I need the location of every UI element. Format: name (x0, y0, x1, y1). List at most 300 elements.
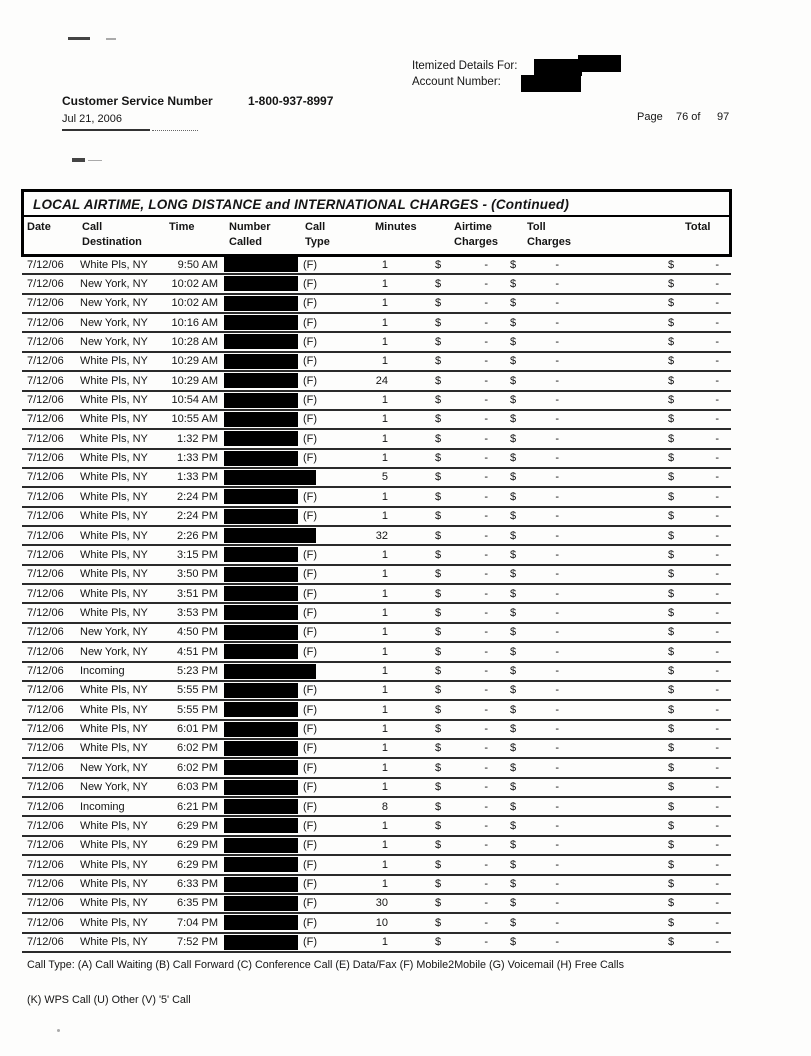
total-amount: - (715, 374, 719, 387)
col-called: Called (229, 236, 263, 248)
call-date: 7/12/06 (27, 316, 64, 329)
total-currency-symbol: $ (668, 335, 675, 348)
call-row (22, 430, 731, 449)
call-time: 6:29 PM (177, 858, 218, 871)
call-type: (F) (303, 703, 318, 716)
airtime-currency-symbol: $ (435, 413, 442, 426)
total-currency-symbol: $ (668, 645, 675, 658)
airtime-currency-symbol: $ (435, 316, 442, 329)
call-time: 6:33 PM (177, 878, 218, 890)
call-row (22, 275, 731, 294)
airtime-currency-symbol: $ (435, 471, 442, 484)
redacted-number-box (224, 296, 298, 311)
call-row (22, 527, 731, 546)
total-amount: - (715, 394, 719, 407)
call-time: 7:04 PM (177, 916, 218, 929)
total-amount: - (715, 277, 719, 290)
call-date: 7/12/06 (27, 897, 64, 910)
total-currency-symbol: $ (668, 684, 675, 697)
call-type: (F) (303, 839, 318, 852)
redacted-number-box (224, 586, 298, 601)
toll-currency-symbol: $ (510, 819, 517, 832)
scan-mark (88, 160, 102, 161)
call-row (22, 876, 731, 895)
call-row (22, 450, 731, 469)
total-amount: - (715, 703, 719, 716)
total-amount: - (715, 936, 719, 949)
call-minutes: 1 (381, 568, 388, 581)
toll-currency-symbol: $ (510, 916, 517, 929)
redacted-number-box (224, 451, 298, 466)
call-destination: White Pls, NY (80, 374, 148, 387)
scan-mark (106, 38, 116, 40)
redacted-number-box (224, 276, 298, 291)
airtime-currency-symbol: $ (435, 335, 442, 348)
call-minutes: 1 (381, 548, 388, 561)
call-destination: White Pls, NY (80, 684, 148, 697)
airtime-currency-symbol: $ (435, 587, 442, 600)
call-type: (F) (303, 800, 318, 813)
total-currency-symbol: $ (668, 297, 675, 310)
scan-underline (62, 129, 150, 131)
call-row (22, 759, 731, 778)
col-minutes: Minutes (375, 221, 417, 233)
call-destination: New York, NY (80, 626, 148, 639)
toll-currency-symbol: $ (510, 800, 517, 813)
call-minutes: 1 (381, 761, 388, 774)
toll-currency-symbol: $ (510, 665, 517, 678)
total-amount: - (715, 297, 719, 310)
total-amount: - (715, 510, 719, 523)
call-destination: White Pls, NY (80, 606, 148, 619)
airtime-amount: - (484, 626, 488, 639)
redacted-number-box (224, 683, 298, 698)
call-minutes: 1 (381, 587, 388, 600)
call-destination: White Pls, NY (80, 819, 148, 832)
page-total: 97 (717, 111, 730, 123)
toll-currency-symbol: $ (510, 548, 517, 561)
call-minutes: 1 (381, 742, 388, 755)
toll-currency-symbol: $ (510, 723, 517, 736)
call-type: (F) (303, 297, 318, 310)
call-row (22, 333, 731, 352)
toll-currency-symbol: $ (510, 761, 517, 774)
call-minutes: 10 (375, 916, 388, 929)
total-amount: - (715, 819, 719, 832)
total-amount: - (715, 742, 719, 755)
total-currency-symbol: $ (668, 800, 675, 813)
call-row (22, 837, 731, 856)
total-currency-symbol: $ (668, 452, 675, 465)
airtime-amount: - (484, 761, 488, 774)
call-row (22, 392, 731, 411)
toll-amount: - (555, 277, 559, 290)
redacted-number-box (224, 547, 298, 562)
call-minutes: 1 (381, 858, 388, 871)
call-destination: Incoming (80, 800, 125, 813)
call-row (22, 546, 731, 565)
total-currency-symbol: $ (668, 471, 675, 484)
total-amount: - (715, 878, 719, 890)
toll-currency-symbol: $ (510, 413, 517, 426)
toll-currency-symbol: $ (510, 277, 517, 290)
call-type: (F) (303, 548, 318, 561)
airtime-amount: - (484, 897, 488, 910)
total-amount: - (715, 258, 719, 271)
call-minutes: 30 (375, 897, 388, 910)
airtime-currency-symbol: $ (435, 645, 442, 658)
call-minutes: 1 (381, 839, 388, 852)
total-amount: - (715, 490, 719, 503)
total-amount: - (715, 684, 719, 697)
call-time: 6:29 PM (177, 839, 218, 852)
call-minutes: 32 (375, 529, 388, 542)
redacted-number-box (224, 915, 298, 930)
call-row (22, 314, 731, 333)
call-destination: White Pls, NY (80, 355, 148, 368)
call-type: (F) (303, 858, 318, 871)
call-date: 7/12/06 (27, 723, 64, 736)
airtime-amount: - (484, 665, 488, 678)
redacted-number-box (224, 528, 316, 543)
airtime-currency-symbol: $ (435, 452, 442, 465)
call-date: 7/12/06 (27, 761, 64, 774)
call-destination: White Pls, NY (80, 529, 148, 542)
call-row (22, 469, 731, 488)
call-date: 7/12/06 (27, 587, 64, 600)
call-date: 7/12/06 (27, 258, 64, 271)
call-row (22, 585, 731, 604)
call-time: 3:51 PM (177, 587, 218, 600)
statement-date: Jul 21, 2006 (62, 113, 122, 125)
call-date: 7/12/06 (27, 335, 64, 348)
toll-amount: - (555, 800, 559, 813)
airtime-currency-symbol: $ (435, 490, 442, 503)
call-minutes: 1 (381, 936, 388, 949)
call-row (22, 701, 731, 720)
total-amount: - (715, 916, 719, 929)
toll-amount: - (555, 374, 559, 387)
total-currency-symbol: $ (668, 781, 675, 794)
call-type: (F) (303, 626, 318, 639)
toll-currency-symbol: $ (510, 703, 517, 716)
call-time: 5:23 PM (177, 665, 218, 678)
call-type: (F) (303, 781, 318, 794)
redacted-number-box (224, 664, 316, 679)
toll-currency-symbol: $ (510, 742, 517, 755)
call-type: (F) (303, 568, 318, 581)
call-time: 3:50 PM (177, 568, 218, 581)
total-amount: - (715, 587, 719, 600)
toll-amount: - (555, 723, 559, 736)
call-row (22, 817, 731, 836)
call-destination: White Pls, NY (80, 936, 148, 949)
total-amount: - (715, 471, 719, 484)
call-date: 7/12/06 (27, 471, 64, 484)
call-destination: White Pls, NY (80, 394, 148, 407)
redacted-number-box (224, 760, 298, 775)
airtime-currency-symbol: $ (435, 355, 442, 368)
toll-amount: - (555, 839, 559, 852)
total-currency-symbol: $ (668, 878, 675, 890)
col-toll: Toll (527, 221, 546, 233)
call-date: 7/12/06 (27, 394, 64, 407)
call-row (22, 353, 731, 372)
call-minutes: 1 (381, 432, 388, 445)
total-currency-symbol: $ (668, 490, 675, 503)
redacted-number-box (224, 489, 298, 504)
total-amount: - (715, 626, 719, 639)
call-date: 7/12/06 (27, 800, 64, 813)
redacted-number-box (224, 373, 298, 388)
call-type: (F) (303, 684, 318, 697)
table-title: LOCAL AIRTIME, LONG DISTANCE and INTERNATIONAL CHARGES - (Continued) (24, 192, 729, 217)
toll-currency-symbol: $ (510, 452, 517, 465)
call-minutes: 1 (381, 413, 388, 426)
call-type: (F) (303, 510, 318, 523)
call-time: 1:32 PM (177, 432, 218, 445)
call-destination: White Pls, NY (80, 878, 148, 890)
call-minutes: 1 (381, 297, 388, 310)
toll-currency-symbol: $ (510, 297, 517, 310)
call-row (22, 895, 731, 914)
airtime-amount: - (484, 529, 488, 542)
total-currency-symbol: $ (668, 355, 675, 368)
total-currency-symbol: $ (668, 916, 675, 929)
total-currency-symbol: $ (668, 819, 675, 832)
call-date: 7/12/06 (27, 432, 64, 445)
call-date: 7/12/06 (27, 355, 64, 368)
redacted-number-box (224, 257, 298, 272)
total-currency-symbol: $ (668, 858, 675, 871)
call-type: (F) (303, 606, 318, 619)
call-type: (F) (303, 490, 318, 503)
redacted-number-box (224, 334, 298, 349)
toll-currency-symbol: $ (510, 587, 517, 600)
toll-currency-symbol: $ (510, 529, 517, 542)
call-destination: White Pls, NY (80, 858, 148, 871)
toll-currency-symbol: $ (510, 335, 517, 348)
toll-currency-symbol: $ (510, 394, 517, 407)
call-type: (F) (303, 394, 318, 407)
call-time: 10:29 AM (171, 355, 218, 368)
total-currency-symbol: $ (668, 703, 675, 716)
toll-currency-symbol: $ (510, 858, 517, 871)
call-date: 7/12/06 (27, 529, 64, 542)
airtime-currency-symbol: $ (435, 723, 442, 736)
total-currency-symbol: $ (668, 761, 675, 774)
redacted-number-box (224, 354, 298, 369)
redacted-number-box (224, 625, 298, 640)
total-amount: - (715, 413, 719, 426)
call-destination: New York, NY (80, 277, 148, 290)
total-amount: - (715, 800, 719, 813)
call-destination: White Pls, NY (80, 568, 148, 581)
call-type: (F) (303, 819, 318, 832)
airtime-amount: - (484, 742, 488, 755)
call-row (22, 508, 731, 527)
call-destination: New York, NY (80, 781, 148, 794)
toll-currency-symbol: $ (510, 258, 517, 271)
total-amount: - (715, 335, 719, 348)
call-time: 10:28 AM (171, 335, 218, 348)
airtime-currency-symbol: $ (435, 858, 442, 871)
toll-amount: - (555, 529, 559, 542)
call-destination: White Pls, NY (80, 587, 148, 600)
call-destination: White Pls, NY (80, 258, 148, 271)
call-date: 7/12/06 (27, 413, 64, 426)
call-minutes: 1 (381, 703, 388, 716)
airtime-amount: - (484, 452, 488, 465)
airtime-amount: - (484, 587, 488, 600)
airtime-amount: - (484, 277, 488, 290)
call-time: 6:21 PM (177, 800, 218, 813)
col-date: Date (27, 221, 51, 233)
redacted-name-box (534, 59, 582, 76)
airtime-amount: - (484, 878, 488, 890)
toll-currency-symbol: $ (510, 645, 517, 658)
airtime-currency-symbol: $ (435, 819, 442, 832)
toll-amount: - (555, 645, 559, 658)
call-time: 1:33 PM (177, 452, 218, 465)
airtime-amount: - (484, 839, 488, 852)
call-row (22, 914, 731, 933)
redacted-number-box (224, 702, 298, 717)
call-time: 10:02 AM (171, 297, 218, 310)
call-destination: New York, NY (80, 761, 148, 774)
toll-currency-symbol: $ (510, 878, 517, 890)
call-type: (F) (303, 723, 318, 736)
call-time: 6:29 PM (177, 819, 218, 832)
call-row (22, 604, 731, 623)
total-currency-symbol: $ (668, 897, 675, 910)
airtime-amount: - (484, 819, 488, 832)
airtime-currency-symbol: $ (435, 703, 442, 716)
call-time: 2:24 PM (177, 510, 218, 523)
total-amount: - (715, 665, 719, 678)
call-type: (F) (303, 742, 318, 755)
toll-amount: - (555, 490, 559, 503)
airtime-amount: - (484, 471, 488, 484)
call-rows (22, 256, 731, 953)
customer-service-number: 1-800-937-8997 (248, 94, 334, 108)
call-date: 7/12/06 (27, 781, 64, 794)
airtime-currency-symbol: $ (435, 839, 442, 852)
redacted-number-box (224, 393, 298, 408)
redacted-number-box (224, 567, 298, 582)
toll-amount: - (555, 703, 559, 716)
call-destination: White Pls, NY (80, 490, 148, 503)
toll-currency-symbol: $ (510, 568, 517, 581)
call-date: 7/12/06 (27, 277, 64, 290)
airtime-amount: - (484, 858, 488, 871)
airtime-amount: - (484, 297, 488, 310)
call-time: 10:29 AM (171, 374, 218, 387)
airtime-amount: - (484, 316, 488, 329)
airtime-currency-symbol: $ (435, 297, 442, 310)
call-date: 7/12/06 (27, 703, 64, 716)
airtime-amount: - (484, 335, 488, 348)
airtime-amount: - (484, 258, 488, 271)
toll-amount: - (555, 335, 559, 348)
airtime-amount: - (484, 723, 488, 736)
toll-currency-symbol: $ (510, 626, 517, 639)
toll-amount: - (555, 916, 559, 929)
redacted-account-box (521, 75, 581, 92)
redacted-number-box (224, 605, 298, 620)
scan-mark (68, 37, 90, 40)
toll-currency-symbol: $ (510, 374, 517, 387)
call-type: (F) (303, 277, 318, 290)
call-minutes: 1 (381, 335, 388, 348)
call-destination: White Pls, NY (80, 432, 148, 445)
redacted-number-box (224, 857, 298, 872)
customer-service-label: Customer Service Number (62, 94, 213, 108)
airtime-currency-symbol: $ (435, 761, 442, 774)
call-minutes: 1 (381, 316, 388, 329)
redacted-number-box (224, 741, 298, 756)
toll-amount: - (555, 897, 559, 910)
account-number-label: Account Number: (412, 76, 501, 88)
redacted-number-box (224, 935, 298, 950)
call-date: 7/12/06 (27, 936, 64, 949)
total-currency-symbol: $ (668, 258, 675, 271)
scan-mark (72, 158, 85, 162)
call-time: 6:02 PM (177, 761, 218, 774)
col-airtime-charges: Charges (454, 236, 499, 248)
airtime-currency-symbol: $ (435, 916, 442, 929)
call-time: 3:53 PM (177, 606, 218, 619)
total-currency-symbol: $ (668, 510, 675, 523)
call-time: 10:55 AM (171, 413, 218, 426)
airtime-currency-symbol: $ (435, 897, 442, 910)
airtime-amount: - (484, 781, 488, 794)
call-row (22, 256, 731, 275)
call-row (22, 624, 731, 643)
total-currency-symbol: $ (668, 277, 675, 290)
call-destination: New York, NY (80, 645, 148, 658)
total-currency-symbol: $ (668, 394, 675, 407)
airtime-currency-symbol: $ (435, 568, 442, 581)
redacted-number-box (224, 644, 298, 659)
scan-underline-dots (152, 130, 198, 131)
toll-amount: - (555, 626, 559, 639)
call-destination: White Pls, NY (80, 452, 148, 465)
call-destination: White Pls, NY (80, 703, 148, 716)
charges-table-header (22, 190, 731, 256)
call-time: 9:50 AM (177, 258, 218, 271)
call-row (22, 682, 731, 701)
call-date: 7/12/06 (27, 858, 64, 871)
col-type: Type (305, 236, 330, 248)
total-amount: - (715, 568, 719, 581)
total-currency-symbol: $ (668, 723, 675, 736)
airtime-currency-symbol: $ (435, 258, 442, 271)
call-destination: White Pls, NY (80, 723, 148, 736)
call-row (22, 295, 731, 314)
airtime-amount: - (484, 490, 488, 503)
call-minutes: 1 (381, 645, 388, 658)
call-type: (F) (303, 936, 318, 949)
total-currency-symbol: $ (668, 413, 675, 426)
toll-amount: - (555, 742, 559, 755)
toll-amount: - (555, 510, 559, 523)
toll-currency-symbol: $ (510, 510, 517, 523)
redacted-number-box (224, 780, 298, 795)
call-type: (F) (303, 587, 318, 600)
call-date: 7/12/06 (27, 568, 64, 581)
call-time: 1:33 PM (177, 471, 218, 484)
